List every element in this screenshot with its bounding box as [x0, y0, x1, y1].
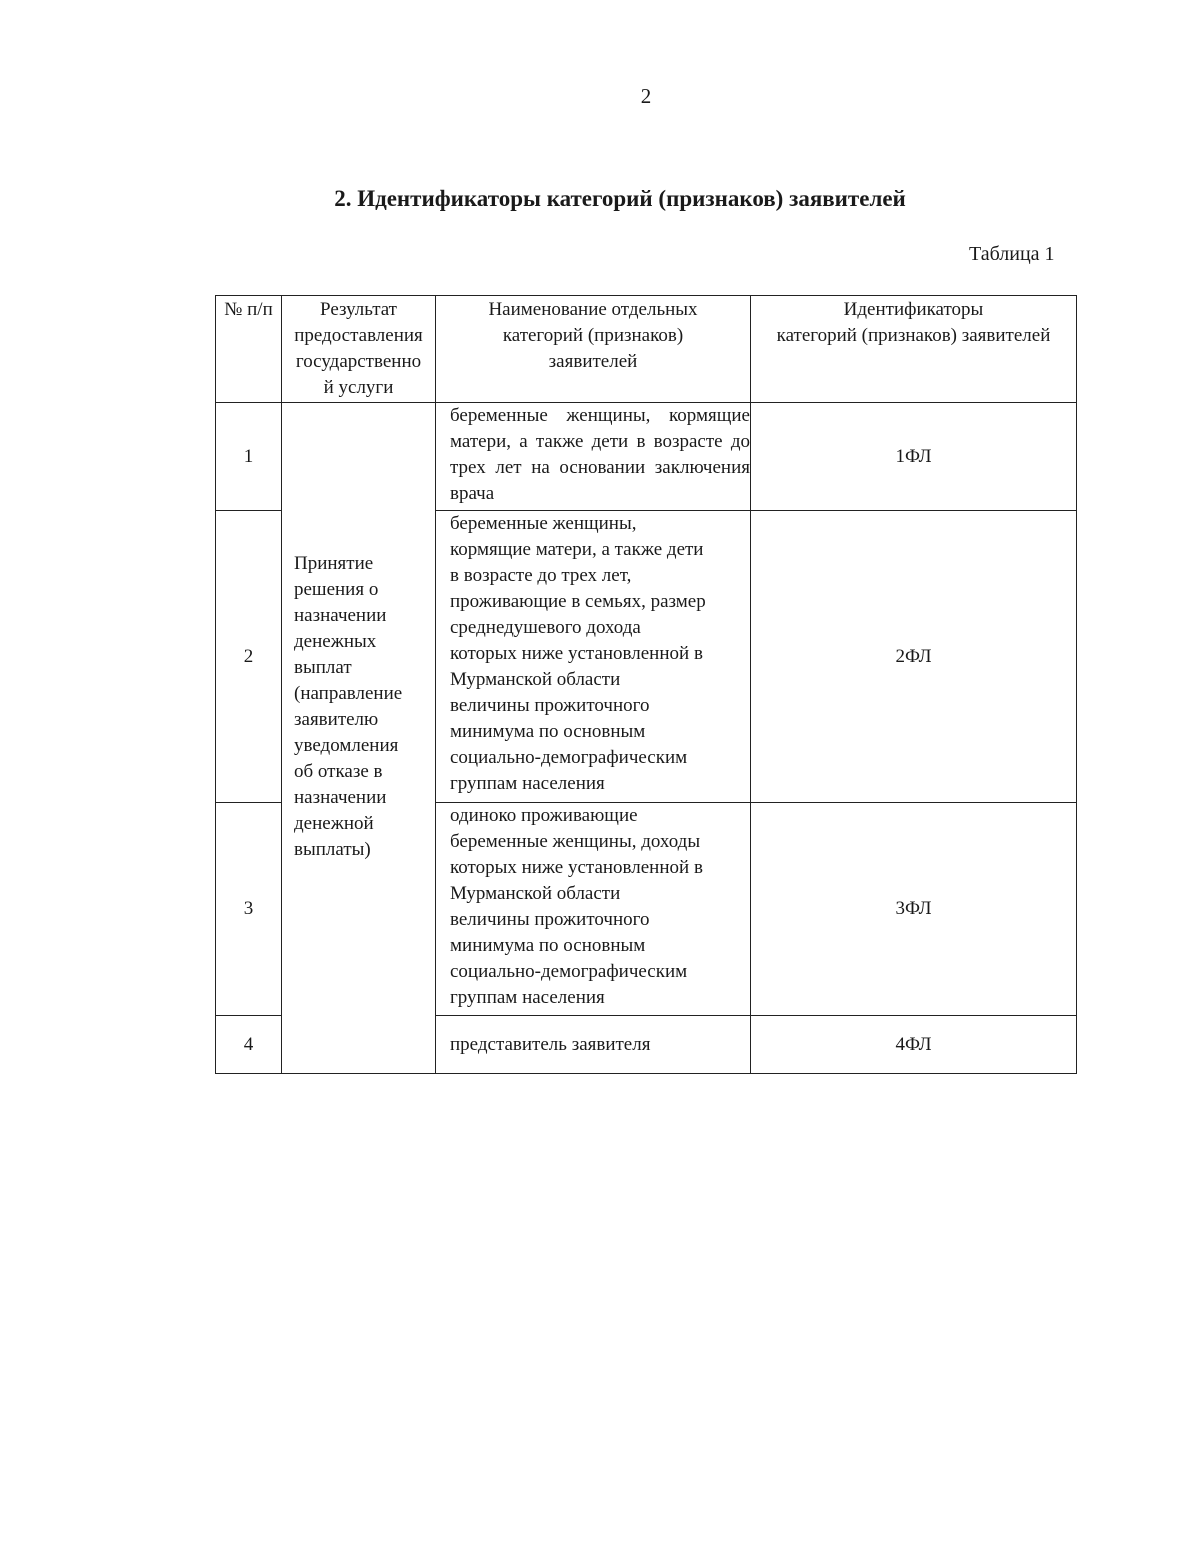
category-cell [436, 803, 751, 1016]
header-result-label: Результат предоставления государственно й услуги [294, 299, 423, 398]
category-text: беременные женщины, кормящие матери, а также дети в возрасте до трех лет на основании заключения врача [450, 405, 750, 504]
category-text: представитель заявителя [450, 1033, 651, 1055]
table-header-row [216, 296, 1077, 403]
identifier-cell: 3ФЛ [751, 803, 1077, 1016]
row-number: 3 [216, 803, 282, 1016]
header-number [216, 296, 282, 403]
category-cell [436, 403, 751, 511]
table-caption: Таблица 1 [969, 243, 1055, 265]
header-category-name-label: Наименование отдельных категорий (признаков) заявителей [488, 299, 698, 372]
category-cell [436, 511, 751, 803]
row-number: 1 [216, 403, 282, 511]
result-text: Принятие решения о назначении денежных выплат (направление заявителю уведомления об отказе в назначении денежной выплаты) [294, 553, 403, 860]
header-result [282, 296, 436, 403]
table-row [216, 403, 1077, 511]
identifier-cell: 4ФЛ [751, 1016, 1077, 1074]
row-number: 2 [216, 511, 282, 803]
applicant-categories-table [215, 295, 1077, 1074]
category-text: одиноко проживающие беременные женщины, доходы которых ниже установленной в Мурманской области величины прожиточного минимума по основным социально-демографическим группам населения [450, 805, 703, 1008]
category-text: беременные женщины, кормящие матери, а также дети в возрасте до трех лет, проживающие в семьях, размер среднедушевого дохода которых ниже установленной в Мурманской области величины прожиточного минимума по основным социально-демографическим группам населения [450, 513, 706, 794]
header-category-name [436, 296, 751, 403]
result-cell [282, 403, 436, 1074]
row-number: 4 [216, 1016, 282, 1074]
identifier-cell: 2ФЛ [751, 511, 1077, 803]
header-identifiers-label: Идентификаторы категорий (признаков) заявителей [776, 299, 1051, 346]
header-number-label: № п/п [224, 299, 273, 320]
header-identifiers [751, 296, 1077, 403]
identifier-cell: 1ФЛ [751, 403, 1077, 511]
section-title: 2. Идентификаторы категорий (признаков) заявителей [334, 186, 906, 211]
category-cell [436, 1016, 751, 1074]
page-number: 2 [640, 84, 652, 108]
